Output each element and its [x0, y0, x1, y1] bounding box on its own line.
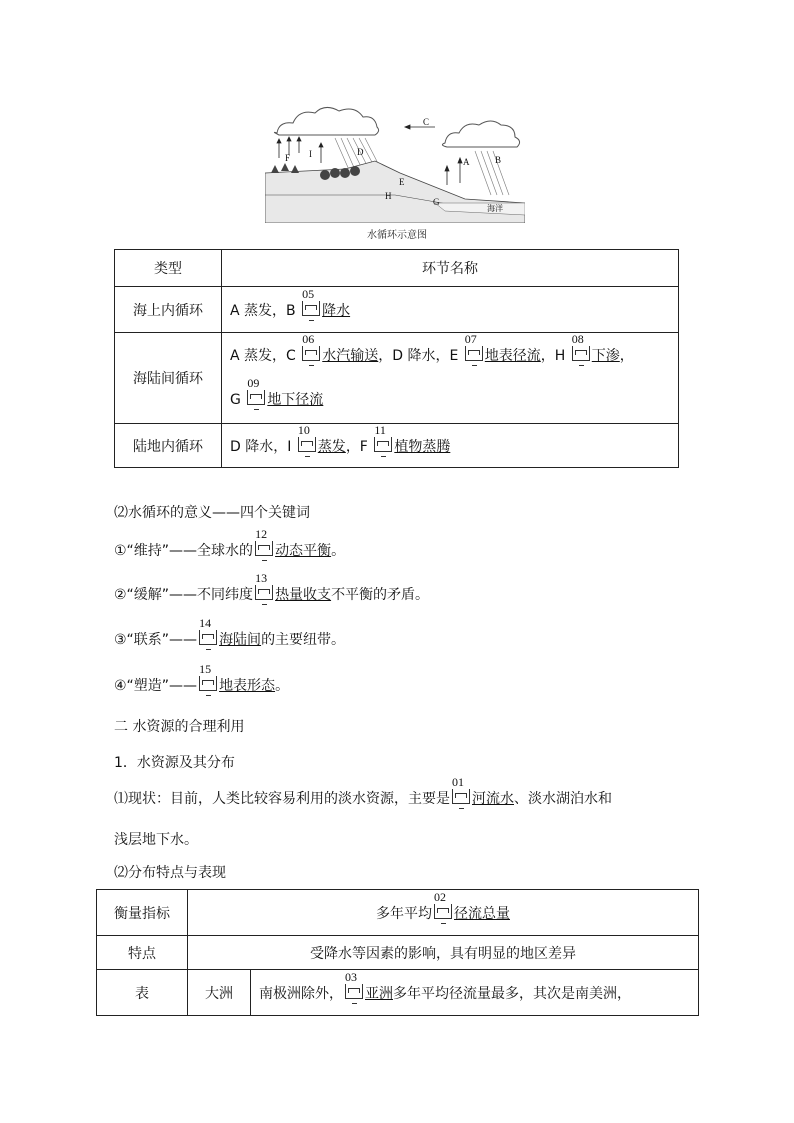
list-item: ③“联系”—— 14 海陆间的主要纽带。: [114, 616, 346, 648]
cell-text: A 蒸发，B: [230, 302, 301, 319]
cell-text: G: [230, 392, 246, 408]
blank-number: 01: [452, 775, 464, 789]
answer-text: 动态平衡: [275, 543, 332, 559]
table-row: [97, 936, 699, 970]
blank-number: 06: [302, 332, 315, 346]
answer-blank: [302, 286, 320, 316]
answer-text: 降水: [322, 302, 351, 319]
answer-blank: [255, 527, 273, 556]
label-i: I: [309, 149, 312, 159]
figure-caption: 水循环示意图: [367, 230, 427, 241]
cell-text: 受降水等因素的影响，具有明显的地区差异: [188, 936, 699, 970]
row-label: 特点: [97, 936, 188, 970]
cell-text: ，F: [345, 438, 373, 455]
section-heading: 二 水资源的合理利用: [114, 719, 245, 735]
answer-blank: [247, 376, 265, 405]
label-f: F: [285, 153, 291, 163]
blank-number: 12: [255, 527, 268, 541]
label-g: G: [433, 197, 440, 207]
blank-number: 13: [255, 571, 268, 585]
blank-number: 07: [464, 332, 477, 346]
answer-blank: [199, 662, 217, 691]
answer-text: 地表形态: [219, 678, 276, 694]
answer-blank: [374, 422, 392, 452]
answer-text: 径流总量: [454, 905, 510, 922]
table-row: 衡量指标 多年平均 02 径流总量: [97, 890, 699, 936]
blank-number: 03: [345, 969, 357, 984]
label-b: B: [495, 155, 502, 165]
label-c: C: [423, 117, 430, 127]
answer-blank: [345, 969, 363, 999]
subsection-heading: 1．水资源及其分布: [114, 755, 235, 771]
blank-number: 09: [247, 376, 260, 390]
blank-number: 14: [199, 616, 212, 630]
row-type: 海陆间循环: [115, 333, 222, 424]
subsection-heading: ⑵分布特点与表现: [114, 865, 226, 881]
list-item: ①“维持”——全球水的 12 动态平衡。: [114, 527, 346, 559]
answer-text: 热量收支: [275, 587, 332, 603]
answer-text: 植物蒸腾: [394, 438, 451, 455]
table-row: [115, 333, 679, 424]
header-stage: 环节名称: [222, 250, 679, 287]
cell-text: 大洲: [188, 970, 251, 1016]
answer-blank: [452, 775, 470, 804]
answer-text: 地表径流: [484, 348, 541, 364]
blank-number: 10: [297, 422, 310, 437]
label-d: D: [357, 147, 364, 157]
blank-number: 02: [434, 889, 446, 904]
blank-number: 15: [199, 662, 212, 676]
list-item: ②“缓解”——不同纬度 13 热量收支不平衡的矛盾。: [114, 571, 430, 603]
answer-text: 亚洲: [365, 985, 393, 1002]
answer-text: 地下径流: [267, 392, 324, 408]
row-type: 陆地内循环: [115, 424, 222, 468]
label-sea: 海洋: [487, 204, 503, 213]
label-a: A: [463, 157, 470, 167]
blank-number: 05: [302, 286, 315, 301]
answer-blank: [434, 889, 452, 919]
answer-blank: [464, 332, 483, 361]
answer-text: 水汽输送: [322, 348, 379, 364]
answer-text: 下渗: [591, 348, 620, 364]
section-title: ⑵水循环的意义——四个关键词: [114, 505, 310, 521]
answer-blank: [199, 616, 217, 645]
cell-text: D 降水，I: [230, 438, 296, 455]
water-cycle-table: [114, 249, 679, 468]
paragraph: 浅层地下水。: [114, 832, 198, 848]
header-type: 类型: [115, 250, 222, 287]
row-label: 表: [97, 970, 188, 1016]
distribution-table: [96, 889, 699, 1016]
answer-blank: [571, 332, 590, 361]
row-type: 海上内循环: [115, 287, 222, 333]
label-h: H: [385, 191, 392, 201]
blank-number: 11: [374, 422, 386, 437]
answer-text: 海陆间: [219, 632, 262, 648]
cell-text: A 蒸发，C: [230, 348, 301, 364]
answer-text: 河流水: [472, 791, 514, 807]
table-row: 表 大洲 南极洲除外， 03 亚洲多年平均径流量最多，其次是南美洲，: [97, 970, 699, 1016]
water-cycle-diagram: [265, 103, 525, 223]
answer-blank: [297, 422, 316, 452]
answer-blank: [302, 332, 320, 361]
blank-number: 08: [571, 332, 584, 346]
answer-text: 蒸发: [317, 438, 346, 455]
table-row: [115, 424, 679, 468]
label-e: E: [399, 177, 405, 187]
table-row: [115, 287, 679, 333]
row-label: 衡量指标: [97, 890, 188, 936]
cell-text: ，H: [540, 348, 570, 364]
answer-blank: [255, 571, 273, 600]
list-item: ④“塑造”—— 15 地表形态。: [114, 662, 290, 694]
cell-text: ，D 降水，E: [378, 348, 463, 364]
paragraph: ⑴现状：目前，人类比较容易利用的淡水资源，主要是 01 河流水、淡水湖泊水和: [114, 775, 612, 807]
cell-text: ，: [619, 348, 634, 364]
